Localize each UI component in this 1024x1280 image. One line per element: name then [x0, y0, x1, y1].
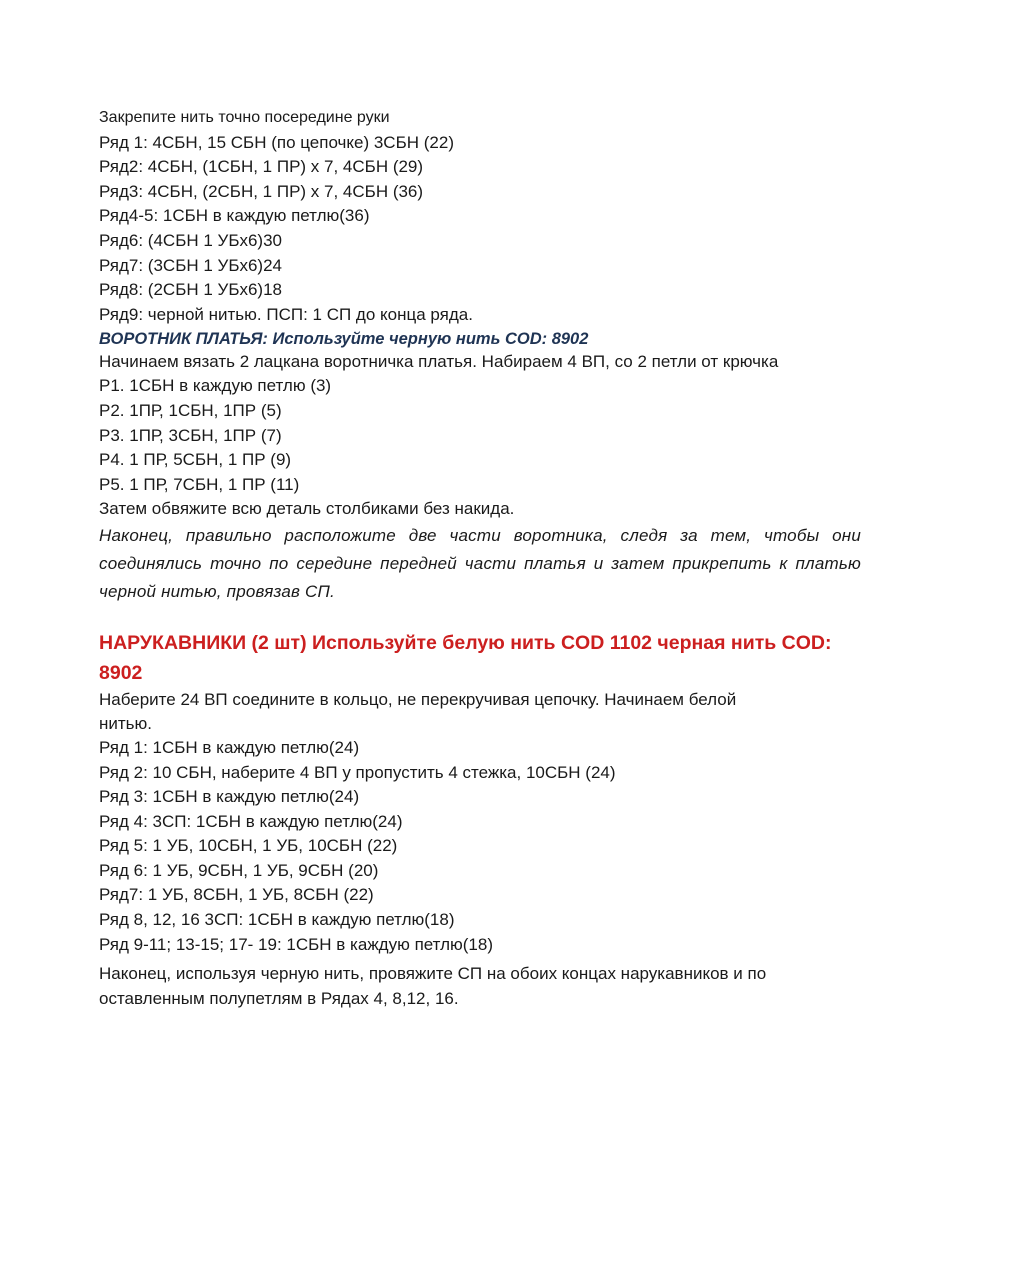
collar-heading: ВОРОТНИК ПЛАТЬЯ: Используйте черную нить COD: 8902: [99, 330, 589, 349]
collar-finish: Наконец, правильно расположите две части воротника, следя за тем, чтобы они соединялись точно по середине передней части платья и затем прикрепить к платью черной нитью, провязав СП.: [99, 525, 861, 601]
sleeves-row: Ряд 2: 10 СБН, наберите 4 ВП у пропустить 4 стежка, 10СБН (24): [99, 762, 616, 782]
collar-row: Р1. 1СБН в каждую петлю (3): [99, 376, 332, 396]
sleeves-row: Ряд 4: 3СП: 1СБН в каждую петлю(24): [99, 811, 403, 831]
sleeves-row: Ряд7: 1 УБ, 8СБН, 1 УБ, 8СБН (22): [99, 885, 374, 905]
sleeves-row: Ряд 6: 1 УБ, 9СБН, 1 УБ, 9СБН (20): [99, 860, 379, 880]
section1-row: Ряд3: 4СБН, (2СБН, 1 ПР) х 7, 4СБН (36): [99, 181, 424, 201]
section1-row: Ряд6: (4СБН 1 УБх6)30: [99, 230, 283, 250]
sleeves-finish: Наконец, используя черную нить, провяжите СП на обоих концах нарукавников и по оставленным полупетлям в Рядах 4, 8,12, 16.: [99, 964, 767, 1009]
collar-after: Затем обвяжите всю деталь столбиками без накида.: [99, 499, 515, 519]
collar-rows: [99, 374, 864, 497]
sleeves-row: Ряд 5: 1 УБ, 10СБН, 1 УБ, 10СБН (22): [99, 836, 398, 856]
collar-intro: Начинаем вязать 2 лацкана воротничка платья. Набираем 4 ВП, со 2 петли от крючка: [99, 352, 779, 372]
section1-row: Ряд8: (2СБН 1 УБх6)18: [99, 280, 283, 300]
sleeves-row: Ряд 1: 1СБН в каждую петлю(24): [99, 737, 360, 757]
sleeves-row: Ряд 3: 1СБН в каждую петлю(24): [99, 787, 360, 807]
section1-row: Ряд9: черной нитью. ПСП: 1 СП до конца ряда.: [99, 304, 473, 324]
collar-row: Р3. 1ПР, 3СБН, 1ПР (7): [99, 425, 282, 445]
section1-row: Ряд2: 4СБН, (1СБН, 1 ПР) х 7, 4СБН (29): [99, 157, 424, 177]
sleeves-rows: [99, 736, 864, 957]
sleeves-row: Ряд 8, 12, 16 3СП: 1СБН в каждую петлю(18): [99, 910, 455, 930]
section1-row: Ряд 1: 4СБН, 15 СБН (по цепочке) 3СБН (22): [99, 132, 454, 152]
section1-rows: [99, 131, 864, 328]
collar-row: Р2. 1ПР, 1СБН, 1ПР (5): [99, 400, 282, 420]
section1-intro: Закрепите нить точно посередине руки: [99, 109, 390, 126]
sleeves-intro: Наберите 24 ВП соедините в кольцо, не перекручивая цепочку. Начинаем белой нитью.: [99, 689, 737, 733]
section1-row: Ряд4-5: 1СБН в каждую петлю(36): [99, 206, 370, 226]
section1-row: Ряд7: (3СБН 1 УБх6)24: [99, 255, 283, 275]
collar-row: Р4. 1 ПР, 5СБН, 1 ПР (9): [99, 450, 292, 470]
sleeves-heading: НАРУКАВНИКИ (2 шт) Используйте белую нить COD 1102 черная нить COD: 8902: [99, 631, 832, 684]
collar-row: Р5. 1 ПР, 7СБН, 1 ПР (11): [99, 474, 300, 494]
sleeves-row: Ряд 9-11; 13-15; 17- 19: 1СБН в каждую петлю(18): [99, 934, 493, 954]
